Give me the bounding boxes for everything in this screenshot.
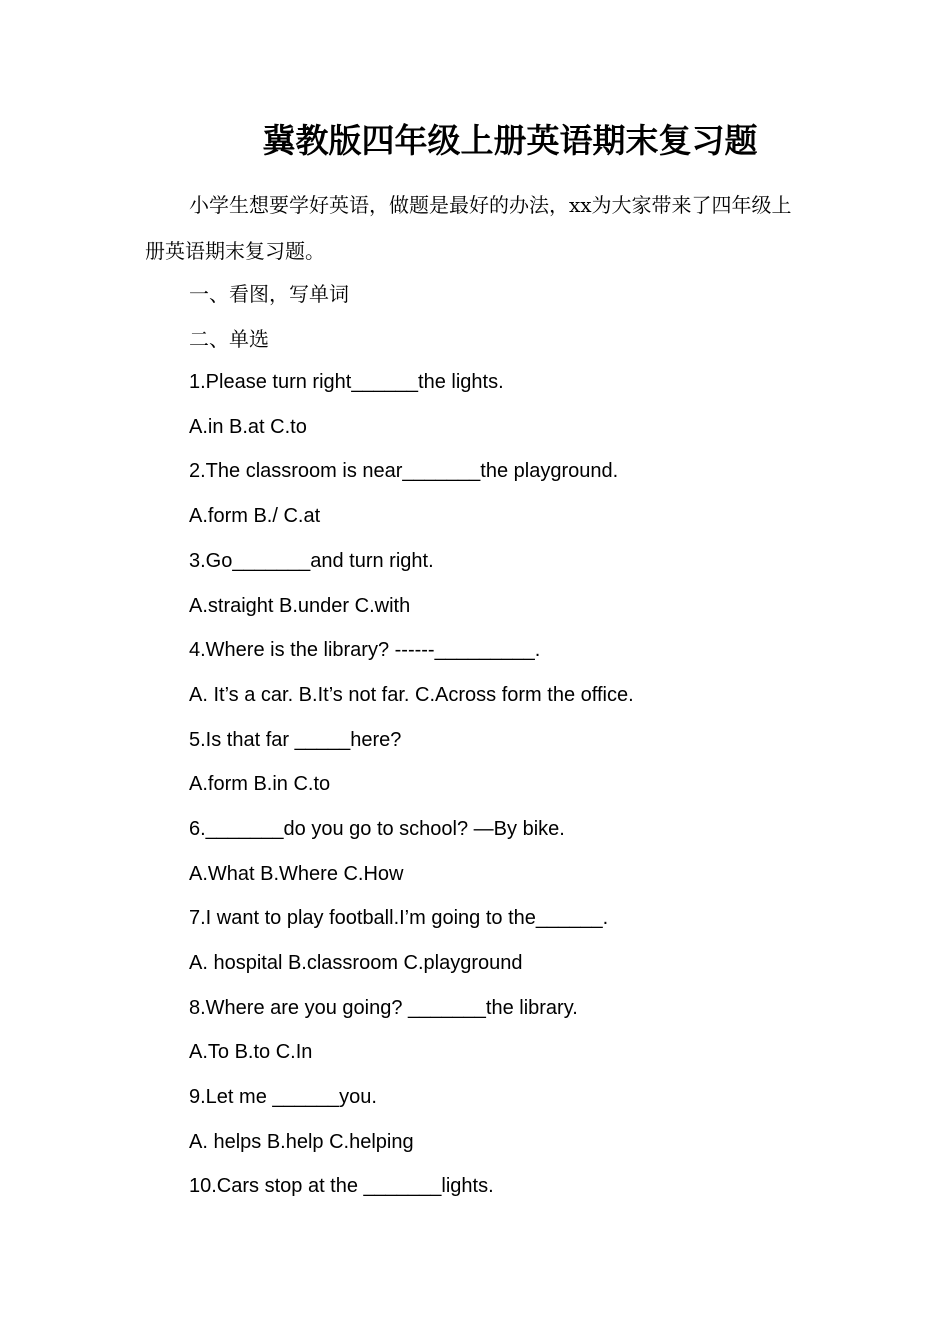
question-9: 9.Let me ______you. (189, 1086, 377, 1108)
question-6-options: A.What B.Where C.How (189, 863, 404, 885)
question-8-options: A.To B.to C.In (189, 1041, 313, 1063)
question-3: 3.Go_______and turn right. (189, 550, 434, 572)
section-heading-single-choice: 二、单选 (189, 327, 269, 351)
question-7-options: A. hospital B.classroom C.playground (189, 952, 523, 974)
question-6: 6._______do you go to school? —By bike. (189, 818, 565, 840)
question-4: 4.Where is the library? ------_________. (189, 639, 541, 661)
question-9-options: A. helps B.help C.helping (189, 1131, 414, 1153)
intro-paragraph: 小学生想要学好英语，做题是最好的办法，xx为大家带来了四年级上册英语期末复习题。 (145, 193, 792, 263)
question-5-options: A.form B.in C.to (189, 773, 331, 795)
document-title: 冀教版四年级上册英语期末复习题 (262, 121, 758, 160)
question-1-options: A.in B.at C.to (189, 416, 307, 438)
question-4-options: A. It’s a car. B.It’s not far. C.Across form the office. (189, 684, 634, 706)
question-2: 2.The classroom is near_______the playground. (189, 460, 619, 482)
question-5: 5.Is that far _____here? (189, 729, 402, 751)
question-1: 1.Please turn right______the lights. (189, 371, 504, 393)
question-10: 10.Cars stop at the _______lights. (189, 1175, 494, 1197)
question-3-options: A.straight B.under C.with (189, 595, 411, 617)
section-heading-look-and-write: 一、看图，写单词 (189, 282, 349, 306)
question-2-options: A.form B./ C.at (189, 505, 321, 527)
question-7: 7.I want to play football.I’m going to the______. (189, 907, 609, 929)
question-8: 8.Where are you going? _______the library. (189, 997, 578, 1019)
